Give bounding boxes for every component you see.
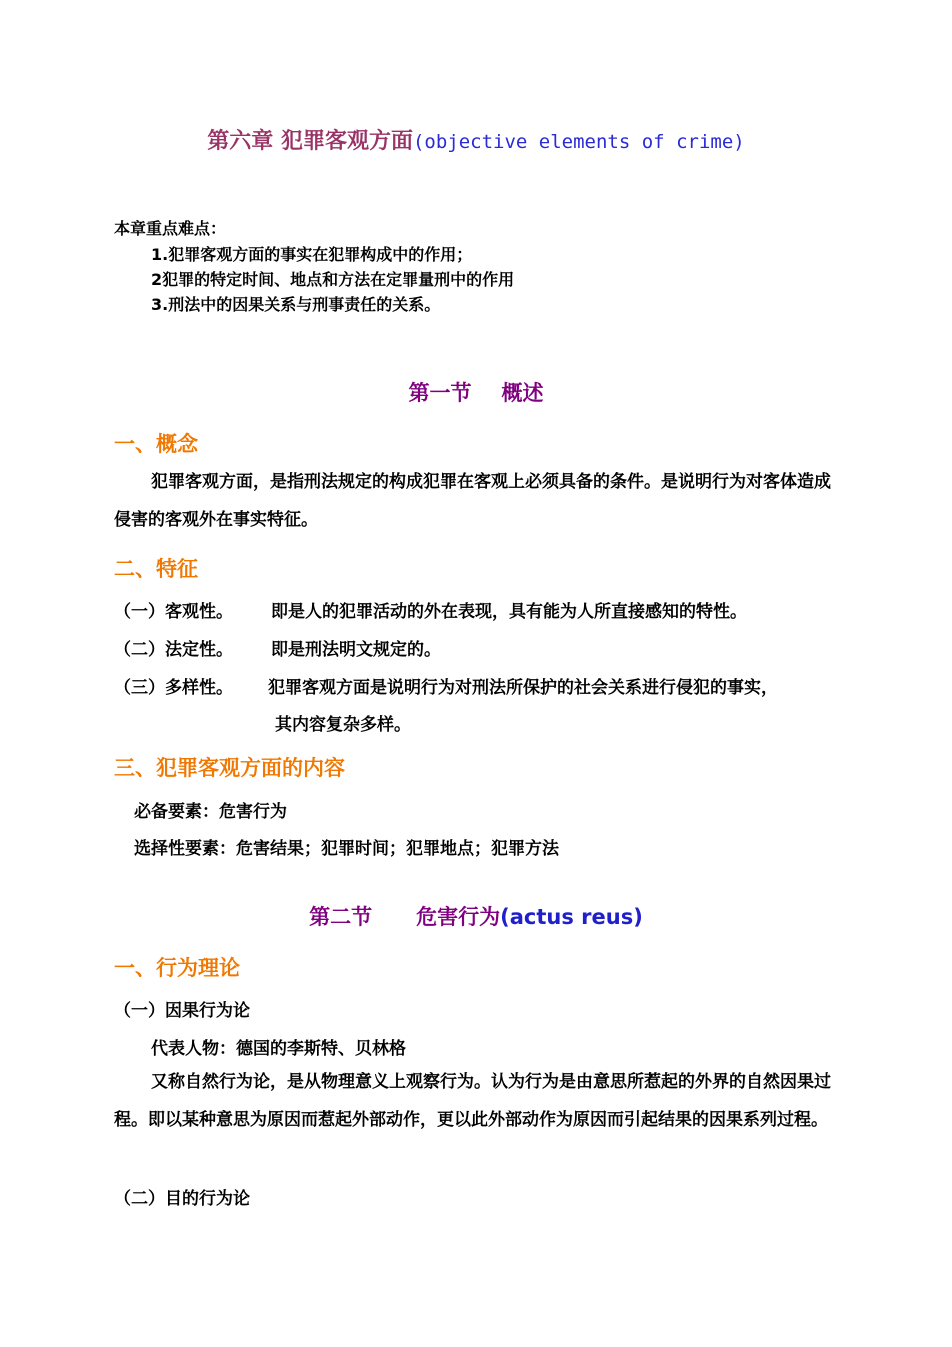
theory-heading: 一、行为理论 bbox=[114, 956, 240, 980]
section-number: 第二节 bbox=[309, 905, 373, 929]
feature-label: （一）客观性。 bbox=[114, 602, 233, 622]
optional-elements: 选择性要素：危害结果；犯罪时间；犯罪地点；犯罪方法 bbox=[134, 839, 559, 859]
concept-paragraph bbox=[114, 463, 842, 539]
purpose-theory-heading: （二）目的行为论 bbox=[114, 1189, 250, 1209]
section-name: 概述 bbox=[501, 381, 544, 405]
key-point-item: 1.犯罪客观方面的事实在犯罪构成中的作用； bbox=[151, 245, 473, 264]
key-point-item: 2犯罪的特定时间、地点和方法在定罪量刑中的作用 bbox=[151, 270, 515, 289]
section-name-en: (actus reus) bbox=[500, 905, 643, 929]
section-name: 危害行为 bbox=[416, 905, 501, 929]
feature-desc: 即是刑法明文规定的。 bbox=[271, 640, 441, 660]
concept-heading: 一、概念 bbox=[114, 432, 198, 456]
feature-desc-continued: 其内容复杂多样。 bbox=[275, 715, 411, 735]
required-elements: 必备要素：危害行为 bbox=[134, 802, 287, 822]
concept-text: 犯罪客观方面，是指刑法规定的构成犯罪在客观上必须具备的条件。是说明行为对客体造成侵害的客观外在事实特征。 bbox=[114, 472, 831, 530]
chapter-title-zh: 第六章 犯罪客观方面 bbox=[207, 129, 413, 154]
feature-label: （三）多样性。 bbox=[114, 678, 233, 698]
causal-theory-text: 又称自然行为论，是从物理意义上观察行为。认为行为是由意思所惹起的外界的自然因果过程。即以某种意思为原因而惹起外部动作，更以此外部动作为原因而引起结果的因果系列过程。 bbox=[114, 1072, 831, 1130]
causal-theory-heading: （一）因果行为论 bbox=[114, 1001, 250, 1021]
feature-desc: 即是人的犯罪活动的外在表现，具有能为人所直接感知的特性。 bbox=[271, 602, 747, 622]
chapter-title bbox=[0, 124, 952, 155]
key-point-item: 3.刑法中的因果关系与刑事责任的关系。 bbox=[151, 295, 441, 314]
section-title bbox=[0, 377, 952, 407]
section-number: 第一节 bbox=[408, 381, 472, 405]
causal-theory-representatives: 代表人物：德国的李斯特、贝林格 bbox=[151, 1039, 406, 1059]
features-heading: 二、特征 bbox=[114, 557, 198, 581]
key-points-heading: 本章重点难点： bbox=[114, 219, 227, 238]
section-title bbox=[0, 901, 952, 931]
feature-desc: 犯罪客观方面是说明行为对刑法所保护的社会关系进行侵犯的事实， bbox=[268, 678, 778, 698]
content-heading: 三、犯罪客观方面的内容 bbox=[114, 756, 345, 780]
chapter-title-en: (objective elements of crime) bbox=[412, 131, 745, 153]
causal-theory-paragraph bbox=[114, 1063, 842, 1139]
feature-label: （二）法定性。 bbox=[114, 640, 233, 660]
